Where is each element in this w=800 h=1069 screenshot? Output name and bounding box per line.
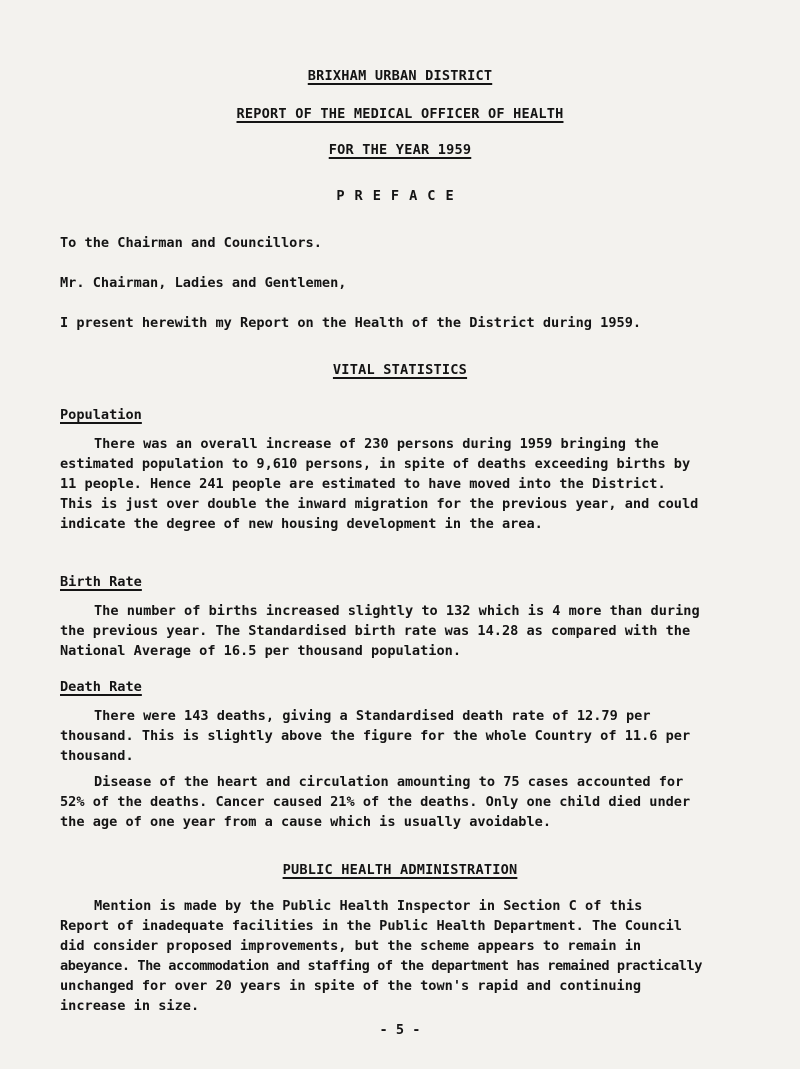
salutation-intro: I present herewith my Report on the Health of the District during 1959. [60,315,642,331]
paragraph-line: This is just over double the inward migration for the previous year, and could [60,496,699,512]
paragraph-line: 52% of the deaths. Cancer caused 21% of the deaths. Only one child died under [60,794,691,810]
district-title [0,66,800,86]
paragraph-line: 11 people. Hence 241 people are estimated to have moved into the District. [60,476,666,492]
paragraph-line: the previous year. The Standardised birth rate was 14.28 as compared with the [60,623,691,639]
paragraph-line: There was an overall increase of 230 persons during 1959 bringing the [94,436,659,452]
salutation-address: Mr. Chairman, Ladies and Gentlemen, [60,275,347,291]
death-causes-paragraph [60,772,760,832]
report-title-text: REPORT OF THE MEDICAL OFFICER OF HEALTH [236,106,564,122]
paragraph-line: unchanged for over 20 years in spite of the town's rapid and continuing [60,978,642,994]
population-heading: Population [60,407,142,423]
public-health-heading [0,860,800,880]
death-rate-paragraph [60,706,760,766]
birth-rate-heading: Birth Rate [60,574,142,590]
paragraph-line: the age of one year from a cause which is usually avoidable. [60,814,552,830]
paragraph-line: Disease of the heart and circulation amounting to 75 cases accounted for [94,774,684,790]
paragraph-line: thousand. This is slightly above the figure for the whole Country of 11.6 per [60,728,691,744]
population-paragraph [60,434,760,534]
birth-rate-paragraph [60,601,760,661]
report-title [0,104,800,124]
report-year-text: FOR THE YEAR 1959 [328,142,472,158]
public-health-heading-text: PUBLIC HEALTH ADMINISTRATION [282,862,518,878]
paragraph-line: Mention is made by the Public Health Inspector in Section C of this [94,898,643,914]
paragraph-line: thousand. [60,748,134,764]
vital-statistics-heading-text: VITAL STATISTICS [332,362,468,378]
paragraph-line: There were 143 deaths, giving a Standardised death rate of 12.79 per [94,708,651,724]
report-year [0,140,800,160]
preface-heading: PREFACE [336,188,464,204]
paragraph-line: indicate the degree of new housing development in the area. [60,516,543,532]
paragraph-line: estimated population to 9,610 persons, in spite of deaths exceeding births by [60,456,691,472]
vital-statistics-heading [0,360,800,380]
paragraph-line: increase in size. [60,998,200,1014]
paragraph-line: The number of births increased slightly to 132 which is 4 more than during [94,603,700,619]
public-health-paragraph [60,896,760,1016]
salutation-to: To the Chairman and Councillors. [60,235,322,251]
paragraph-line: abeyance. The accommodation and staffing of the department has remained practically [60,958,702,974]
paragraph-line: did consider proposed improvements, but the scheme appears to remain in [60,938,642,954]
page-number: - 5 - [379,1022,421,1038]
district-title-text: BRIXHAM URBAN DISTRICT [307,68,493,84]
paragraph-line: Report of inadequate facilities in the Public Health Department. The Council [60,918,682,934]
death-rate-heading: Death Rate [60,679,142,695]
paragraph-line: National Average of 16.5 per thousand population. [60,643,462,659]
